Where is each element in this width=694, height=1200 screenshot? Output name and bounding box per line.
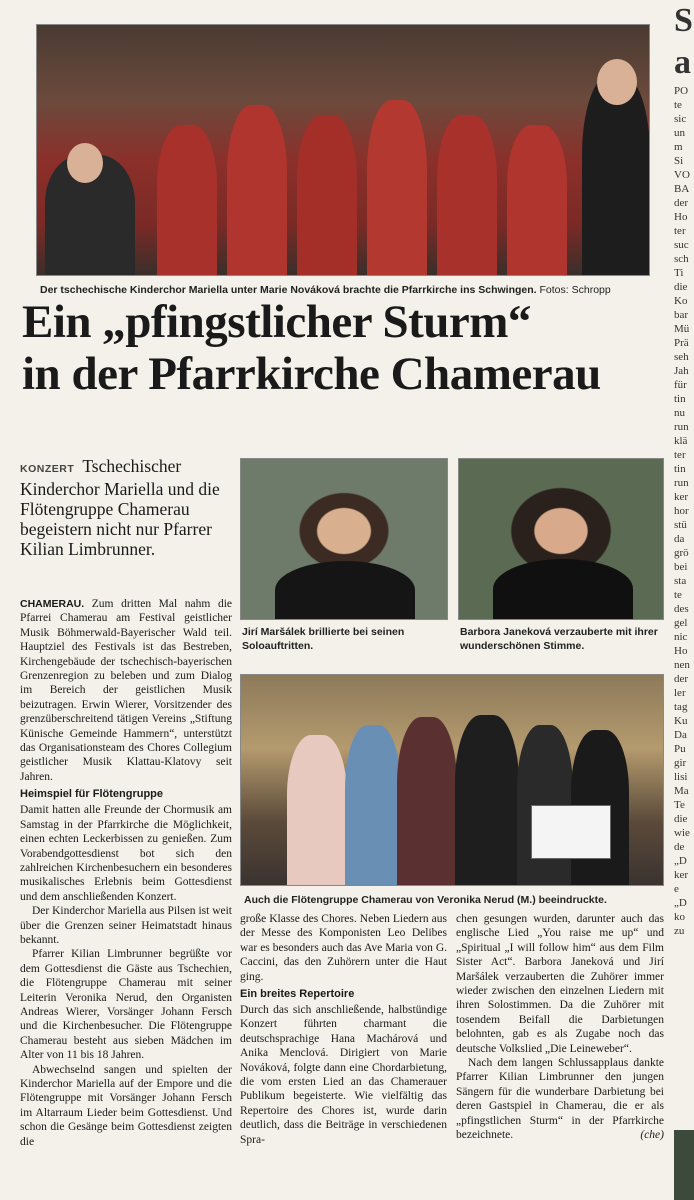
flute-group-photo xyxy=(240,674,664,886)
headline xyxy=(22,296,662,400)
adjacent-text-fragment: lisi xyxy=(674,771,688,783)
paragraph: Abwechselnd sangen und spielten der Kinderchor Mariella auf der Empore und die Flötengruppe mit Vorsänger Johann Fersch im Altarraum Lieder beim Gottesdienst. Und schon die Gesänge beim Gottesdienst zeigten die xyxy=(20,1063,232,1148)
singer-figure xyxy=(507,125,567,275)
girl-figure xyxy=(287,735,347,885)
singer-figure xyxy=(227,105,287,275)
headline-line-1: Ein „pfingstlicher Sturm“ xyxy=(22,296,531,348)
singer-figure xyxy=(297,115,357,275)
adjacent-text-fragment: nic xyxy=(674,631,688,643)
adjacent-text-fragment: die xyxy=(674,813,688,825)
adjacent-text-fragment: Ma xyxy=(674,785,689,797)
adjacent-text-fragment: zu xyxy=(674,925,685,937)
adjacent-text-fragment: hor xyxy=(674,505,689,517)
article-column-2 xyxy=(240,912,447,1147)
adjacent-text-fragment: ler xyxy=(674,687,686,699)
girl-figure xyxy=(345,725,401,885)
author-tag: (che) xyxy=(640,1129,664,1142)
adjacent-text-fragment: klä xyxy=(674,435,688,447)
adjacent-text-fragment: ko xyxy=(674,911,685,923)
adjacent-text-fragment: suc xyxy=(674,239,689,251)
woman-body xyxy=(493,559,633,619)
paragraph: große Klasse des Chores. Neben Liedern aus der Messe des Komponisten Leo Delibes war es besonders auch das Ave Maria von G. Caccini, das den Zuhörern unter die Haut ging. xyxy=(240,913,447,983)
paragraph: Pfarrer Kilian Limbrunner begrüßte vor dem Gottesdienst die Gäste aus Tschechien, die Flötengruppe Chamerau mit seiner Leiterin Veronika Nerud, den Organisten Andreas Wierer, Vorsänger Johann Fersch und die Kirchenbesucher. Die Flötengruppe Chamerau besteht aus sieben Mädchen im Alter von 11 bis 18 Jahren. xyxy=(20,948,232,1062)
subheading: Heimspiel für Flötengruppe xyxy=(20,788,164,801)
choir-photo xyxy=(36,24,650,276)
adjacent-text-fragment: sic xyxy=(674,113,687,125)
dateline: CHAMERAU. xyxy=(20,598,85,610)
paragraph xyxy=(20,597,232,784)
music-stand xyxy=(531,805,611,859)
singer-figure xyxy=(157,125,217,275)
adjacent-text-fragment: Ho xyxy=(674,211,688,223)
adjacent-text-fragment: run xyxy=(674,421,689,433)
woman-caption: Barbora Janeková verzauberte mit ihrer wunderschönen Stimme. xyxy=(460,626,658,652)
conductor-head xyxy=(597,59,637,105)
adjacent-text-fragment: „D xyxy=(674,855,687,867)
adjacent-text-fragment: grö xyxy=(674,547,689,559)
paragraph: Damit hatten alle Freunde der Chormusik am Samstag in der Pfarrkirche die Möglichkeit, einen echten Leckerbissen zu genießen. Zum Vorabendgottesdienst bot sich den zahlreichen Kirchenbesuchern ein besonderes musikalisches Erlebnis beim Gottesdienst und dem anschließenden Konzert. xyxy=(20,804,232,903)
paragraph: chen gesungen wurden, darunter auch das englische Lied „You raise me up“ und „Spiritual „I will follow him“ aus dem Film Sister Act“. Barbora Janeková und Jirí Maršálek verzauberten die Zuhörer immer wieder zwischen den einzelnen Liedern mit ihren Solostimmen. Da die Zuhörer mit tosendem Beifall die Darbietungen belohnten, gab es als Zugabe noch das deutsche Volkslied „Die Leineweber“. xyxy=(456,913,664,1055)
adjacent-text-fragment: a xyxy=(674,44,691,81)
adjacent-text-fragment: tin xyxy=(674,463,686,475)
adjacent-text-fragment: ter xyxy=(674,449,686,461)
adjacent-text-fragment: die xyxy=(674,281,688,293)
adjacent-text-fragment: tin xyxy=(674,393,686,405)
choir-caption xyxy=(40,283,650,297)
adjacent-text-fragment: e xyxy=(674,883,679,895)
headline-line-2: in der Pfarrkirche Chamerau xyxy=(22,348,601,400)
adjacent-text-fragment: bei xyxy=(674,561,688,573)
adjacent-text-fragment: PO xyxy=(674,85,689,97)
adjacent-text-fragment: VO xyxy=(674,169,690,181)
adjacent-text-fragment: te xyxy=(674,99,682,111)
paragraph: Durch das sich anschließende, halbstündige Konzert führten charmant die deutschsprachige Hana Machárová und Anika Menclová. Dirigiert von Marie Nováková, folgte dann eine Chordarbietung, die vom ersten Lied an das Chamerauer Publikum begeisterte. Wie vielfältig das Repertoire des Chores ist, wurde darin deutlich, dass die Beiträge in verschiedenen Spra- xyxy=(240,1004,447,1146)
paragraph: Der Kinderchor Mariella aus Pilsen ist weit über die Grenzen seiner Heimatstadt hinaus bekannt. xyxy=(20,905,232,946)
paragraph-text: Nach dem langen Schlussapplaus dankte Pfarrer Kilian Limbrunner den jungen Sängern für die wunderbare Darbietung bei deren Gastspiel in Chamerau, die er als „pfingstlichen Sturm“ in der Pfarrkirche bezeichnete. xyxy=(456,1057,664,1142)
adjacent-text-fragment: nen xyxy=(674,659,690,671)
article-column-3 xyxy=(456,912,664,1143)
adjacent-text-fragment: Ho xyxy=(674,645,688,657)
article-column-1 xyxy=(20,597,232,1149)
adjacent-text-fragment: BA xyxy=(674,183,690,195)
adjacent-text-fragment: sta xyxy=(674,575,687,587)
adjacent-text-fragment: Prä xyxy=(674,337,689,349)
singer-figure xyxy=(367,100,427,275)
adjacent-text-fragment: te xyxy=(674,589,682,601)
adjacent-text-fragment: wie xyxy=(674,827,690,839)
adjacent-article-edge xyxy=(674,0,694,1200)
choir-caption-text: Der tschechische Kinderchor Mariella unter Marie Nováková brachte die Pfarrkirche ins Schwingen. xyxy=(40,284,537,296)
adjacent-text-fragment: da xyxy=(674,533,685,545)
kicker: KONZERT xyxy=(20,463,75,475)
adjacent-text-fragment: Si xyxy=(674,155,684,167)
adjacent-text-fragment: run xyxy=(674,477,689,489)
adjacent-text-fragment: Jah xyxy=(674,365,689,377)
paragraph-text: Zum dritten Mal nahm die Pfarrei Chamerau am Festival geistlicher Musik Böhmerwald-Bayerischer Wald teil. Hauptziel des Festivals ist das Bestreben, Kirchengebäude der tschechisch-bayerischen Grenzenregion zu beleben und zum Dialog im Bereich der geistlichen Musik beizutragen. Erwin Wierer, Vorsitzender des grenzüberschreitend tätigen Vereins „Stiftung Künische Gemeinde Hammern“, unterstützt das Organisationsteam des Chores Collegium geistlicher Musik Klattau-Klatovy seit Jahren. xyxy=(20,598,232,783)
adjacent-text-fragment: ter xyxy=(674,225,686,237)
adjacent-text-fragment: Ko xyxy=(674,295,688,307)
adjacent-text-fragment: des xyxy=(674,603,689,615)
adjacent-text-fragment: de xyxy=(674,841,685,853)
soloist-man-photo xyxy=(240,458,448,620)
lead-text xyxy=(20,456,236,559)
adjacent-text-fragment: Mü xyxy=(674,323,690,335)
subheading: Ein breites Repertoire xyxy=(240,988,355,1001)
singer-figure xyxy=(437,115,497,275)
adjacent-text-fragment: ker xyxy=(674,869,689,881)
adjacent-text-fragment: der xyxy=(674,673,689,685)
man-body xyxy=(275,561,415,619)
pianist-head xyxy=(67,143,103,183)
adjacent-text-fragment: Pu xyxy=(674,743,686,755)
man-caption: Jirí Maršálek brillierte bei seinen Soloauftritten. xyxy=(242,626,405,652)
group-caption: Auch die Flötengruppe Chamerau von Veronika Nerud (M.) beeindruckte. xyxy=(244,894,607,906)
leader-figure xyxy=(455,715,519,885)
photo-credit: Fotos: Schropp xyxy=(539,284,611,296)
adjacent-text-fragment: der xyxy=(674,197,689,209)
adjacent-text-fragment: „D xyxy=(674,897,687,909)
adjacent-text-fragment: bar xyxy=(674,309,689,321)
adjacent-text-fragment: S xyxy=(674,2,693,39)
adjacent-text-fragment: seh xyxy=(674,351,689,363)
adjacent-text-fragment: stü xyxy=(674,519,687,531)
soloist-woman-photo xyxy=(458,458,664,620)
adjacent-text-fragment: m xyxy=(674,141,683,153)
adjacent-text-fragment: Ti xyxy=(674,267,684,279)
girl-figure xyxy=(397,717,457,885)
adjacent-photo xyxy=(674,1130,694,1200)
adjacent-text-fragment: Te xyxy=(674,799,685,811)
conductor-figure xyxy=(582,75,650,275)
lead-body: Tschechischer Kinderchor Mariella und die Flötengruppe Chamerau begeistern nicht nur Pfarrer Kilian Limbrunner. xyxy=(20,456,220,559)
adjacent-text-fragment: für xyxy=(674,379,687,391)
adjacent-text-fragment: sch xyxy=(674,253,689,265)
adjacent-text-fragment: Da xyxy=(674,729,687,741)
adjacent-text-fragment: nu xyxy=(674,407,685,419)
paragraph xyxy=(456,1056,664,1142)
adjacent-text-fragment: Ku xyxy=(674,715,688,727)
adjacent-text-fragment: ker xyxy=(674,491,689,503)
adjacent-text-fragment: gir xyxy=(674,757,687,769)
adjacent-text-fragment: un xyxy=(674,127,685,139)
adjacent-text-fragment: tag xyxy=(674,701,688,713)
adjacent-text-fragment: gel xyxy=(674,617,688,629)
